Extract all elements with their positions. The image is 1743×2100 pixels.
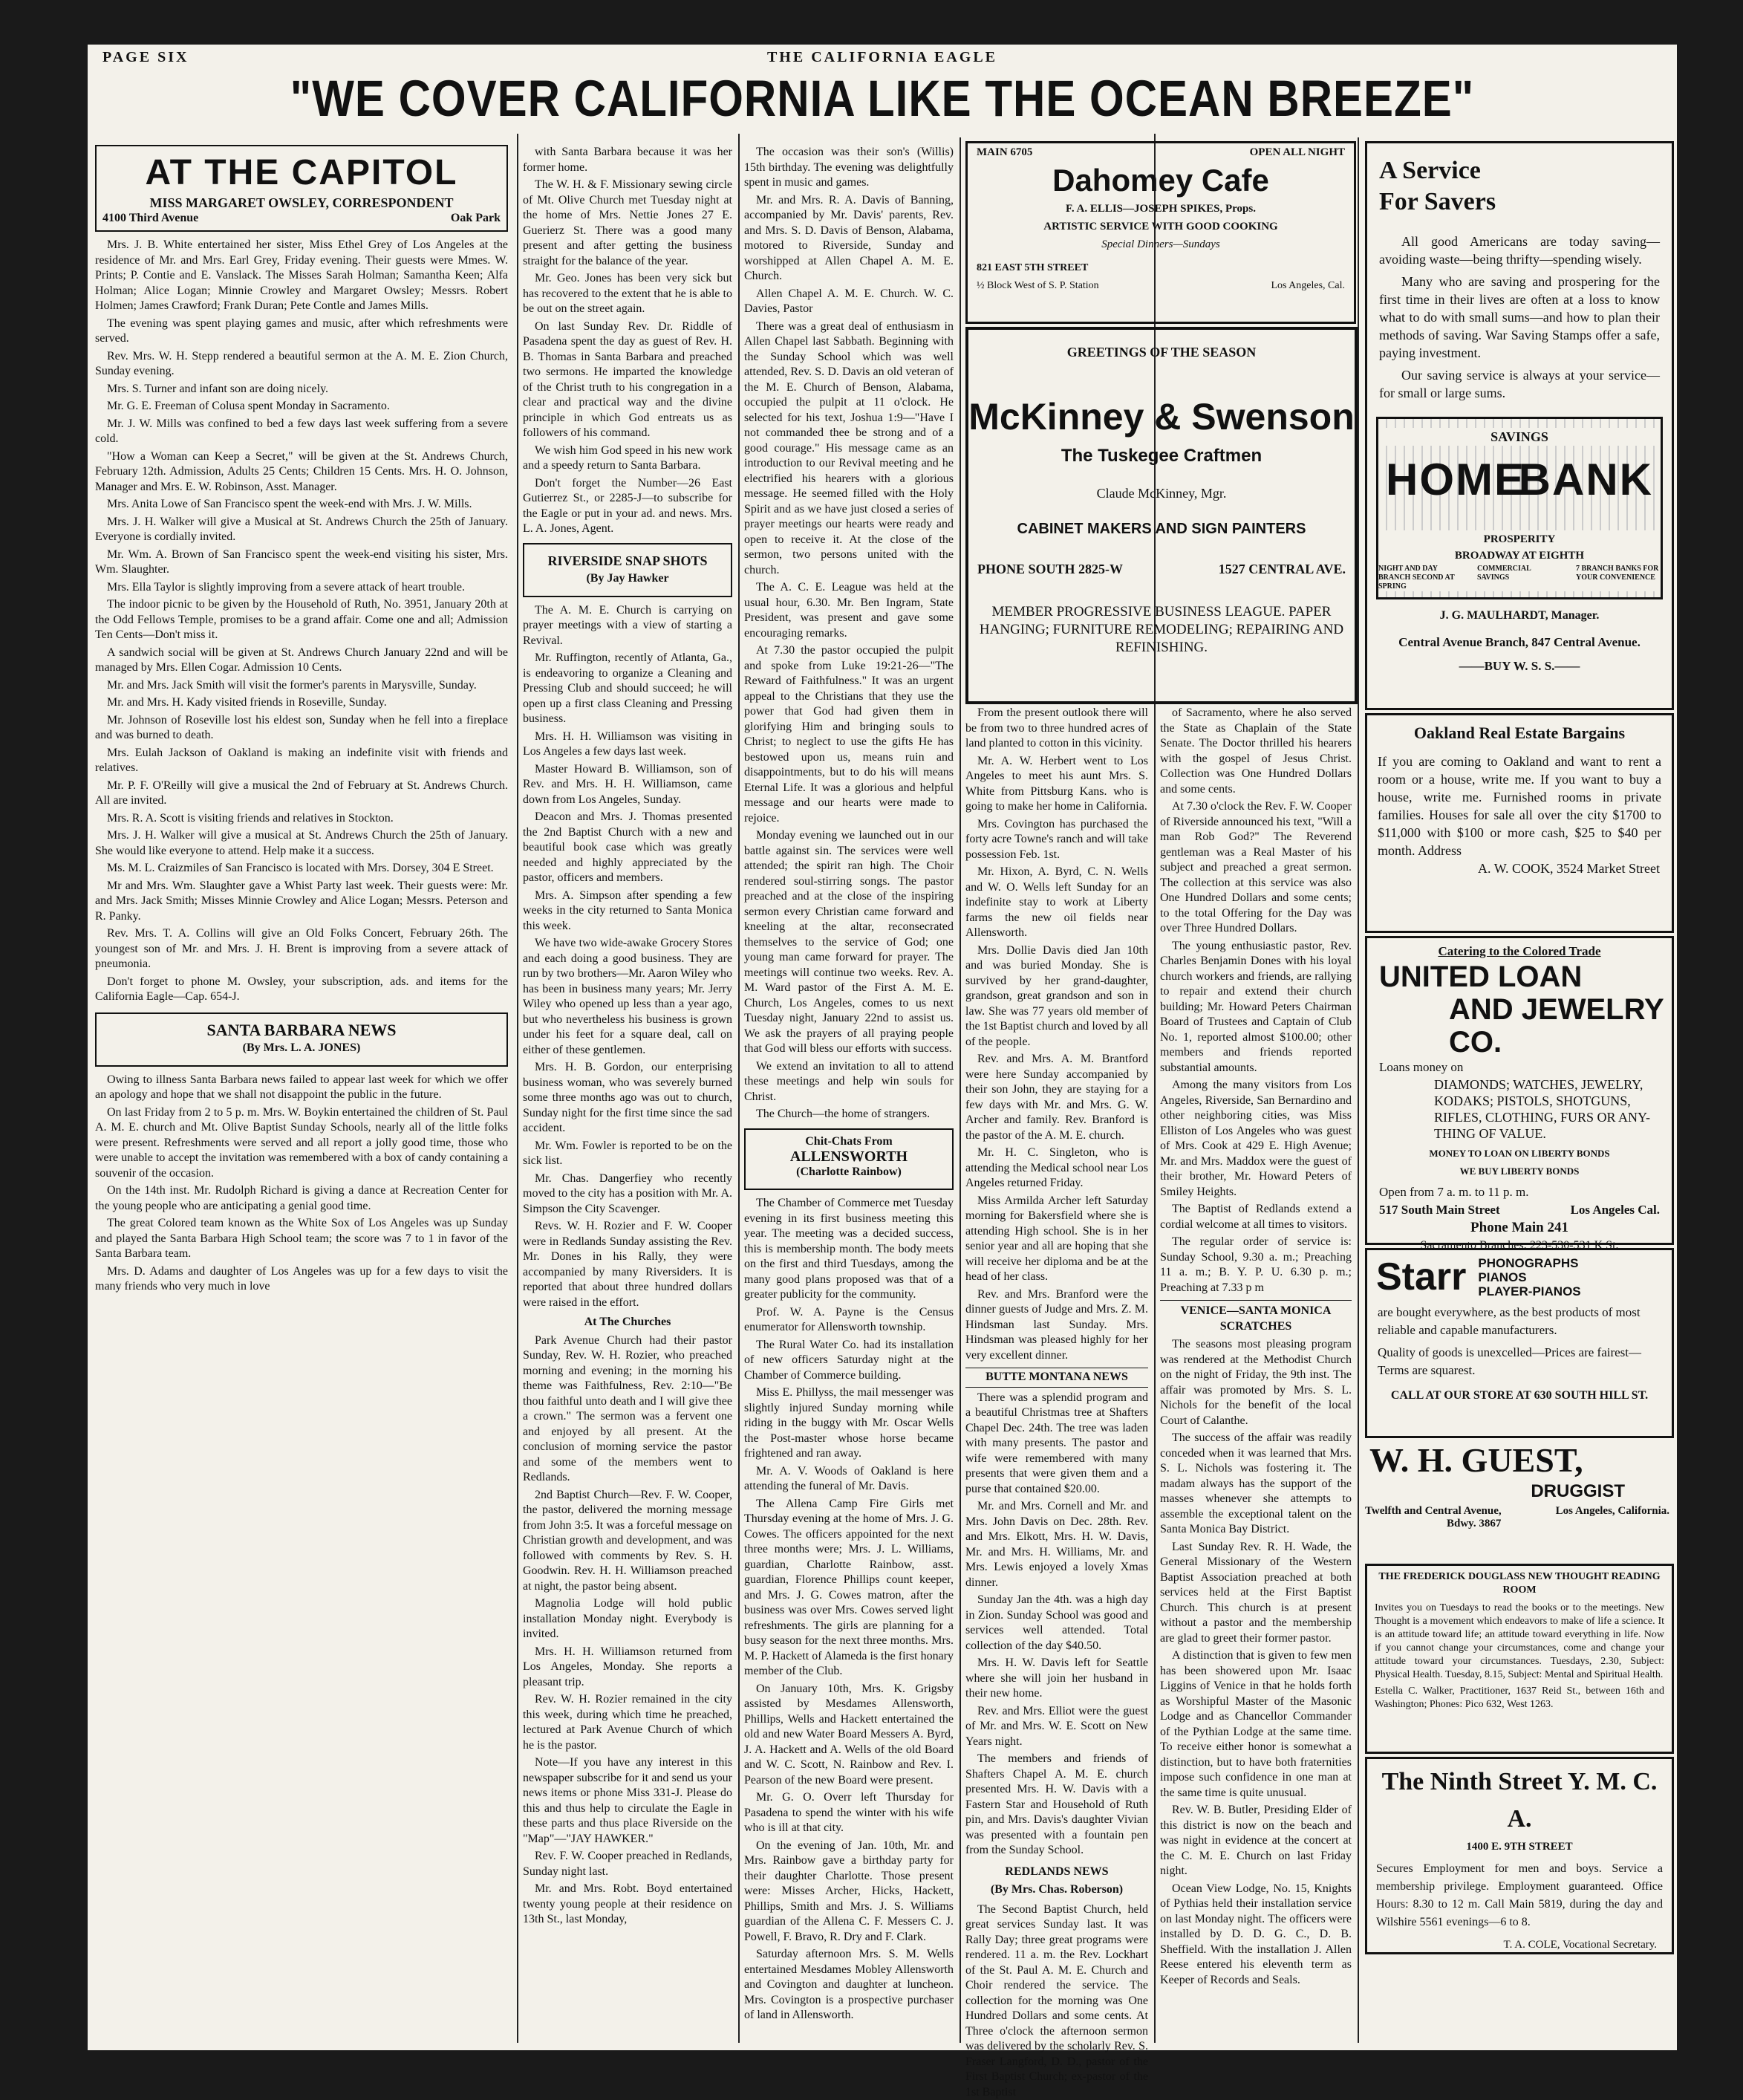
butte-articles (965, 1391, 1148, 1859)
churches-title: At The Churches (523, 1315, 732, 1330)
starr-body: are bought everywhere, as the best products of most reliable and capable manufacturers. (1367, 1304, 1672, 1339)
page-number: PAGE SIX (102, 49, 189, 66)
article-paragraph: The indoor picnic to be given by the Household of Ruth, No. 3951, January 20th at the Odd Fellows Temple, promises to be a grand affair. Come one and all; Admission Ten Cents—Don't miss it. (95, 597, 508, 643)
douglass-footer: Estella C. Walker, Practitioner, 1637 Reid St., between 16th and Washington; Phones: Pico 632, West 1263. (1367, 1682, 1672, 1714)
article-paragraph: On last Sunday Rev. Dr. Riddle of Pasadena spent the day as guest of Rev. H. B. Thomas in Santa Barbara and preached two sermons. He imparted the knowledge of the Christ truth to his congregation in a clear and practical way and the divine principle in which God entreats us as followers of his command. (523, 319, 732, 441)
article-paragraph: Don't forget to phone M. Owsley, your subscription, ads. and items for the California Eagle—Cap. 654-J. (95, 975, 508, 1005)
article-paragraph: The success of the affair was readily conceded when it was learned that Mrs. S. L. Nichols was fostering it. The madam always has the support of the masses whenever she attempts to assemble the exceptional talent on the Santa Monica Bay District. (1160, 1431, 1352, 1538)
guest-title: DRUGGIST (1365, 1481, 1669, 1502)
column-three (744, 145, 954, 2047)
bank-night-branch: NIGHT AND DAY BRANCH SECOND AT SPRING (1378, 565, 1463, 591)
dahomey-props: F. A. ELLIS—JOSEPH SPIKES, Props. (968, 200, 1354, 218)
dahomey-tagline: ARTISTIC SERVICE WITH GOOD COOKING (968, 218, 1354, 235)
article-paragraph: Rev. Mrs. W. H. Stepp rendered a beautiful sermon at the A. M. E. Zion Church, Sunday evening. (95, 349, 508, 380)
article-paragraph: Deacon and Mrs. J. Thomas presented the 2nd Baptist Church with a new and beautiful book case which was greatly needed and highly appreciated by the pastor, officers and members. (523, 810, 732, 886)
column-rule (517, 134, 518, 2043)
article-paragraph: Allen Chapel A. M. E. Church. W. C. Davies, Pastor (744, 287, 954, 317)
mckinney-greeting: GREETINGS OF THE SEASON (968, 343, 1355, 361)
capitol-articles (95, 238, 508, 1005)
column-capitol (95, 145, 508, 2047)
dahomey-hours: OPEN ALL NIGHT (1250, 143, 1345, 161)
bank-home-word: HOME (1386, 471, 1525, 489)
santa-barbara-title: SANTA BARBARA NEWS (102, 1023, 501, 1038)
united-city: Los Angeles Cal. (1571, 1201, 1660, 1219)
column-rule (1358, 137, 1359, 2043)
bank-bank-word: BANK (1519, 471, 1653, 489)
savers-paragraph-2: Many who are saving and prospering for the first time in their lives are often at a loss to know what to do with small sums—and how to plan their methods of saving. War Saving Stamps offer a safe, paying investment. (1379, 273, 1660, 362)
united-branches: Sacramento Branches: 223-530-531 K St. (1367, 1237, 1672, 1255)
savers-title-1: A Service (1379, 155, 1660, 186)
article-paragraph: The W. H. & F. Missionary sewing circle of Mt. Olive Church met Tuesday night at the home of Mrs. Nettie Jones 27 E. Guerierz St. There was a good many present and after getting the business straight for the balance of the year. (523, 178, 732, 269)
column-rule (738, 134, 740, 2043)
starr-name: Starr (1376, 1255, 1466, 1299)
guest-druggist-ad (1365, 1440, 1669, 1558)
united-items-2: KODAKS; PISTOLS, SHOTGUNS, (1434, 1093, 1672, 1109)
riverside-byline: (By Jay Hawker (530, 571, 725, 587)
article-paragraph: There was a great deal of enthusiasm in Allen Chapel last Sabbath. Beginning with the Sunday School which was well attended, Rev. S. D. Davis an old veteran of the M. E. Church of Benson, Alabama, occupied the pulpit at 11 o'clock. He selected for his text, Joshua 1:9—"Have I not commanded thee be strong and of a good courage." His message came as an introduction to our Revival meeting and he electrified his hearers with a glorious message. He seemed filled with the Holy Spirit and as we have just closed a series of prayer meetings our hearts were ready and open to receive it. At the close of the sermon, two persons united with the church. (744, 319, 954, 579)
article-paragraph: The seasons most pleasing program was rendered at the Methodist Church on the night of Friday, the 9th inst. The affair was promoted by Mrs. S. L. Nichols for the benefit of the local Court of Calanthe. (1160, 1337, 1352, 1428)
article-paragraph: Rev. and Mrs. Branford were the dinner guests of Judge and Mrs. Z. M. Hindsman last Sunday. Mrs. Hindsman was pleased highly for her very excellent dinner. (965, 1287, 1148, 1364)
united-name-2: AND JEWELRY CO. (1367, 993, 1672, 1059)
article-paragraph: There was a splendid program and a beautiful Christmas tree at Shafters Chapel Dec. 24th. The tree was laden with many presents. The pastor and wife were remembered with many presents that were given them and a purse that contained $20.00. (965, 1391, 1148, 1498)
article-paragraph: Rev. F. W. Cooper preached in Redlands, Sunday night last. (523, 1849, 732, 1879)
united-liberty-buy: WE BUY LIBERTY BONDS (1367, 1163, 1672, 1180)
column-four (965, 706, 1148, 2043)
article-paragraph: Mrs. Anita Lowe of San Francisco spent the week-end with Mrs. J. W. Mills. (95, 497, 508, 513)
article-paragraph: The Chamber of Commerce met Tuesday evening in its first business meeting this year. The meeting was a decided success, this is membership month. The body meets on the first and third Tuesdays, among the many good plans proposed was that of a greater publicity for the community. (744, 1196, 954, 1303)
article-paragraph: At 7.30 o'clock the Rev. F. W. Cooper of Riverside announced his text, "Will a man Rob God?" The Reverend gentleman was a Real Master of his subject and preached a great sermon. The collection at this service was also One Hundred Dollars and some cents; to the total Offering for the Day was over Three Hundred Dollars. (1160, 799, 1352, 937)
article-paragraph: On last Friday from 2 to 5 p. m. Mrs. W. Boykin entertained the children of St. Paul A. M. E. church and Mt. Olive Baptist Sunday Schools, nearly all of the little folks were present. Refreshments were served and all report a jolly good time, those who were unable to accept the invitation was remembered with a box of candy containing a souvenir of the occasion. (95, 1105, 508, 1182)
article-paragraph: At 7.30 the pastor occupied the pulpit and spoke from Luke 19:21-26—"The Reward of Faithfulness." It was an urgent appeal to the Christians that they use the power that God had given them in glorifying Him and bringing souls to Christ; to neglect to use the gifts He has bestowed upon us, means ruin and disappointments, but to do his will means Eternal Life. It was a glorious and helpful message and our hearts were made to rejoice. (744, 643, 954, 826)
article-paragraph: The Rural Water Co. had its installation of new officers Saturday night at the Chamber of Commerce building. (744, 1338, 954, 1384)
article-paragraph: Master Howard B. Williamson, son of Rev. and Mrs. H. H. Williamson, came down from Los Angeles, Sunday. (523, 762, 732, 808)
article-paragraph: Mr. P. F. O'Reilly will give a musical the 2nd of February at St. Andrews Church. All are invited. (95, 778, 508, 809)
guest-name: W. H. GUEST, (1365, 1440, 1669, 1481)
united-catering: Catering to the Colored Trade (1367, 943, 1672, 960)
article-paragraph: Mr. G. E. Freeman of Colusa spent Monday in Sacramento. (95, 399, 508, 415)
mckinney-swenson-ad (965, 327, 1358, 704)
riverside-articles (523, 603, 732, 1311)
article-paragraph: Mr. Ruffington, recently of Atlanta, Ga., is endeavoring to organize a Cleaning and Pressing Club and should succeed; he will open up a first class Cleaning and Pressing business. (523, 651, 732, 727)
article-paragraph: Don't forget the Number—26 East Gutierrez St., or 2285-J—to subscribe for the Eagle or put in your ad. and news. Mrs. L. A. Jones, Agent. (523, 476, 732, 537)
guest-phone: Bdwy. 3867 (1365, 1518, 1669, 1530)
article-paragraph: Mr. Chas. Dangerfiey who recently moved to the city has a position with Mr. A. Simpson the City Scavenger. (523, 1171, 732, 1218)
article-paragraph: Saturday afternoon Mrs. S. M. Wells entertained Mesdames Mobley Allensworth and Covington and daughter at luncheon. Mrs. Covington is a prospective purchaser of land in Allensworth. (744, 1947, 954, 2023)
allensworth-title-2: ALLENSWORTH (752, 1149, 946, 1165)
allensworth-title-1: Chit-Chats From (752, 1134, 946, 1150)
allensworth-heading (744, 1128, 954, 1191)
savers-title-2: For Savers (1379, 186, 1660, 218)
article-paragraph: The occasion was their son's (Willis) 15th birthday. The evening was delightfully spent in music and games. (744, 145, 954, 191)
article-paragraph: Mrs. Eulah Jackson of Oakland is making an indefinite visit with friends and relatives. (95, 746, 508, 776)
home-savings-bank-logo (1376, 417, 1663, 599)
bank-branch: Central Avenue Branch, 847 Central Avenue. (1367, 634, 1672, 651)
douglass-reading-room-ad (1365, 1564, 1674, 1754)
article-paragraph: "How a Woman can Keep a Secret," will be given at the St. Andrews Church, February 12th. Admission, Adults 25 Cents; Children 15 Cents. Mrs. H. O. Johnson, Manager and Mrs. E. W. Robinson, Asst. Manager. (95, 449, 508, 495)
dahomey-block: ½ Block West of S. P. Station (977, 277, 1099, 295)
article-paragraph: Park Avenue Church had their pastor Sunday, Rev. W. H. Rozier, who preached morning and evening; in the morning his theme was Faithfulness, Rev. 2:10—"Be thou faithful unto death and I will give thee a crown." The sermon was a fervent one and enjoyed by all present. At the conclusion of morning service the pastor and some of the members went to Redlands. (523, 1333, 732, 1486)
dahomey-name: Dahomey Cafe (968, 161, 1354, 200)
starr-store: CALL AT OUR STORE AT 630 SOUTH HILL ST. (1367, 1387, 1672, 1405)
dahomey-special: Special Dinners—Sundays (968, 235, 1354, 253)
savers-paragraph-1: All good Americans are today saving—avoiding waste—being thrifty—spending wisely. (1379, 233, 1660, 268)
oakland-real-estate-ad (1365, 713, 1674, 933)
article-paragraph: Mr. H. C. Singleton, who is attending the Medical school near Los Angeles returned Friday. (965, 1145, 1148, 1192)
ninth-street-ymca-ad (1365, 1757, 1674, 1954)
united-loan-jewelry-ad (1365, 936, 1674, 1245)
starr-phonographs: PHONOGRAPHS (1478, 1256, 1580, 1270)
home-savings-bank-ad (1365, 141, 1674, 710)
starr-pianos-ad (1365, 1248, 1674, 1438)
dahomey-street: 821 EAST 5TH STREET (977, 259, 1088, 277)
column-four-articles (965, 706, 1148, 1363)
dahomey-city: Los Angeles, Cal. (1271, 277, 1345, 295)
article-paragraph: Mr. J. W. Mills was confined to bed a few days last week suffering from a severe cold. (95, 417, 508, 447)
article-paragraph: Rev. W. H. Rozier remained in the city this week, during which time he preached, lectured at Park Avenue Church of which he is the pastor. (523, 1692, 732, 1753)
article-paragraph: Rev. W. B. Butler, Presiding Elder of this district is now on the beach and was night in evidence at the concert at the C. M. E. Church on last Friday night. (1160, 1803, 1352, 1879)
oakland-body: If you are coming to Oakland and want to rent a room or a house, write me. If you want to buy a house, write me. Furnished rooms in private families. Houses for sale all over the city $1700 to $11,000 with $100 or more cash, $25 to $40 per month. Address (1367, 752, 1672, 859)
article-paragraph: The evening was spent playing games and music, after which refreshments were served. (95, 316, 508, 347)
article-paragraph: of Sacramento, where he also served the State as Chaplain of the State Senate. The Doctor thrilled his hearers with the gospel of Jesus Christ. Collection was One Hundred Dollars and some cents. (1160, 706, 1352, 797)
united-loans: Loans money on (1367, 1059, 1672, 1076)
dahomey-cafe-ad (965, 141, 1356, 324)
article-paragraph: Sunday Jan the 4th. was a high day in Zion. Sunday School was good and services well attended. Total collection of the day $40.50. (965, 1593, 1148, 1654)
article-paragraph: A sandwich social will be given at St. Andrews Church January 22nd and will be managed by Mrs. Ellen Cogar. Admission 10 Cents. (95, 646, 508, 676)
article-paragraph: The members and friends of Shafters Chapel A. M. E. church presented Mrs. H. W. Davis with a Fastern Star and Household of Ruth pin, and Mrs. Davis's daughter Vivian was presented with a fountain pen from the Sunday School. (965, 1752, 1148, 1859)
article-paragraph: Mr. Hixon, A. Byrd, C. N. Wells and W. O. Wells left Sunday for an indefinite stay to work at Liberty farms the new oil fields near Allensworth. (965, 865, 1148, 941)
santa-barbara-heading (95, 1012, 508, 1067)
article-paragraph: 2nd Baptist Church—Rev. F. W. Cooper, the pastor, delivered the morning message from John 3:5. It was a forceful message on Christian growth and development, and was followed with comments by Rev. S. H. Goodwin. Rev. H. H. Williamson preached at night, the pastor being absent. (523, 1488, 732, 1595)
article-paragraph: Mrs. S. Turner and infant son are doing nicely. (95, 382, 508, 397)
article-paragraph: Miss Armilda Archer left Saturday morning for Bakersfield where she is attending High school. She is in her senior year and all are hoping that she will receive her diploma and be at the head of her class. (965, 1194, 1148, 1285)
article-paragraph: The A. C. E. League was held at the usual hour, 6.30. Mr. Ben Ingram, State President, was present and gave some encouraging remarks. (744, 580, 954, 641)
oakland-title: Oakland Real Estate Bargains (1367, 724, 1672, 742)
venice-articles (1160, 1337, 1352, 1988)
ymca-title: The Ninth Street Y. M. C. A. (1367, 1763, 1672, 1838)
article-paragraph: Mrs. D. Adams and daughter of Los Angeles was up for a few days to visit the many friends who very much in love (95, 1264, 508, 1295)
ymca-address: 1400 E. 9TH STREET (1367, 1838, 1672, 1856)
article-paragraph: Magnolia Lodge will hold public installation Monday night. Everybody is invited. (523, 1596, 732, 1642)
article-paragraph: Mrs. H. W. Davis left for Seattle where she will join her husband in their new home. (965, 1656, 1148, 1702)
article-paragraph: On January 10th, Mrs. K. Grigsby assisted by Mesdames Allensworth, Phillips, Wells and Hackett entertained the old and new Water Board Messers A. Byrd, J. A. Hackett and A. Wells of the old Board and W. C. Scott, N. Rainbow and Rev. I. Pearson of the new Board were present. (744, 1682, 954, 1789)
article-paragraph: Mr. and Mrs. H. Kady visited friends in Roseville, Sunday. (95, 695, 508, 711)
santa-barbara-byline: (By Mrs. L. A. JONES) (102, 1041, 501, 1056)
redlands-title: REDLANDS NEWS (965, 1865, 1148, 1880)
column-two-articles (523, 145, 732, 537)
article-paragraph: The young enthusiastic pastor, Rev. Charles Benjamin Dones with his loyal church workers and friends, are rallying to repair and extend their church building; Mr. Howard Peters Chairman Board of Trustees and Captain of Club No. 1, reported almost $100.00; other members and friends reported substantial amounts. (1160, 939, 1352, 1076)
article-paragraph: A distinction that is given to few men has been showered upon Mr. Isaac Liggins of Venice in that he holds forth as Worshipful Master of the Masonic Lodge and as Chancellor Commander of the Pythian Lodge at the same time. To receive either honor is somewhat a distinction, but to have both fraternities impose such confidence in one man at the same time is quite unusual. (1160, 1648, 1352, 1801)
running-header (88, 49, 1677, 71)
article-paragraph: Ms. M. L. Craizmiles of San Francisco is located with Mrs. Dorsey, 304 E Street. (95, 861, 508, 877)
article-paragraph: The Church—the home of strangers. (744, 1107, 954, 1122)
article-paragraph: The regular order of service is: Sunday School, 9.30 a. m.; Preaching 11 a. m.; B. Y. P. U. 6.30 p. m.; Preaching at 7.33 p m (1160, 1235, 1352, 1296)
article-paragraph: Among the many visitors from Los Angeles, Riverside, San Bernardino and other neighboring cities, was Miss Elliston of Los Angeles who was guest of Mrs. Cook at 429 E. High Avenue; Mr. and Mrs. Maddox were the guest of their brother, Mr. Howard Peters of Smiley Heights. (1160, 1078, 1352, 1200)
butte-title: BUTTE MONTANA NEWS (965, 1368, 1148, 1388)
newspaper-page (88, 45, 1677, 2050)
douglass-title: THE FREDERICK DOUGLASS NEW THOUGHT READING ROOM (1372, 1570, 1667, 1597)
riverside-heading (523, 543, 732, 597)
capitol-place: Oak Park (451, 211, 501, 227)
article-paragraph: Mrs. Ella Taylor is slightly improving from a severe attack of heart trouble. (95, 580, 508, 596)
article-paragraph: Mr. Geo. Jones has been very sick but has recovered to the extent that he is able to be out on the street again. (523, 271, 732, 317)
united-items-3: RIFLES, CLOTHING, FURS OR ANY- (1434, 1109, 1672, 1125)
article-paragraph: Mr. Wm. A. Brown of San Francisco spent the week-end visiting his sister, Mrs. Wm. Slaughter. (95, 547, 508, 578)
article-paragraph: We have two wide-awake Grocery Stores and each doing a good business. They are run by two brothers—Mr. Aaron Wiley who has been in business many years; Mr. Jerry Wiley who opened up less than a year ago, but who nevertheless his business is grown under his feet for a square deal, call on either of these gentlemen. (523, 936, 732, 1058)
article-paragraph: The Second Baptist Church, held great services Sunday last. It was Rally Day; three great programs were rendered. 11 a. m. the Rev. Lockhart of the St. Paul A. M. E. Church and Choir rendered the service. The collection for the morning was One Hundred Dollars and some cents. At Three o'clock the afternoon sermon was delivered by the scholarly Rev. S. Fraser Langford, D. D., pastor of the First Baptist Church; ex-pastor of the 1st Baptist (965, 1902, 1148, 2100)
article-paragraph: Mrs. J. H. Walker will give a Musical at St. Andrews Church the 25th of January. Everyone is cordially invited. (95, 515, 508, 545)
united-hours: Open from 7 a. m. to 11 p. m. (1367, 1183, 1672, 1201)
article-paragraph: Mr. and Mrs. Cornell and Mr. and Mrs. John Davis on Dec. 28th. Rev. and Mrs. Elkott, Mrs. H. W. Davis, Mr. and Mrs. H. Williams, Mr. and Mrs. Lewis enjoyed a lovely Xmas dinner. (965, 1499, 1148, 1590)
article-paragraph: Last Sunday Rev. R. H. Wade, the General Missionary of the Western Baptist Association preached at both services held at the First Baptist Church. This church is at present without a pastor and the membership are glad to greet their former pastor. (1160, 1540, 1352, 1647)
article-paragraph: Mr. A. W. Herbert went to Los Angeles to meet his aunt Mrs. S. White from Pittsburg Kans. who is going to make her home in California. (965, 754, 1148, 815)
oakland-contact: A. W. COOK, 3524 Market Street (1367, 859, 1672, 877)
united-items-1: DIAMONDS; WATCHES, JEWELRY, (1434, 1076, 1672, 1093)
article-paragraph: Mr. and Mrs. Jack Smith will visit the former's parents in Marysville, Sunday. (95, 678, 508, 694)
column-rule (960, 137, 961, 2043)
united-phone: Phone Main 241 (1367, 1219, 1672, 1237)
bank-motto: PROSPERITY (1378, 530, 1661, 548)
ymca-secretary: T. A. COLE, Vocational Secretary. (1367, 1936, 1672, 1954)
article-paragraph: Mr. and Mrs. R. A. Davis of Banning, accompanied by Mr. Davis' parents, Rev. and Mrs. S. D. Davis of Benson, Alabama, motored to Riverside, Sunday and worshipped at Allen Chapel A. M. E. Church. (744, 193, 954, 285)
dahomey-phone: MAIN 6705 (977, 143, 1032, 161)
article-paragraph: Revs. W. H. Rozier and F. W. Cooper were in Redlands Sunday assisting the Rev. Mr. Dones in his Rally, they were accompanied by many Riversiders. It is reported that about three hundred dollars were raised in the effort. (523, 1219, 732, 1310)
mckinney-member: MEMBER PROGRESSIVE BUSINESS LEAGUE. PAPER HANGING; FURNITURE REMODELING; REPAIRING AND REFINISHING. (977, 603, 1346, 657)
article-paragraph: Mr. Johnson of Roseville lost his eldest son, Sunday when he fell into a fireplace and was burned to death. (95, 713, 508, 744)
article-paragraph: From the present outlook there will be from two to three hundred acres of land planted to cotton in this vicinity. (965, 706, 1148, 752)
santa-barbara-articles (95, 1073, 508, 1295)
united-street: 517 South Main Street (1379, 1201, 1500, 1219)
riverside-title: RIVERSIDE SNAP SHOTS (530, 553, 725, 569)
article-paragraph: Rev. and Mrs. Elliot were the guest of Mr. and Mrs. W. E. Scott on New Years night. (965, 1704, 1148, 1750)
bank-manager: J. G. MAULHARDT, Manager. (1367, 607, 1672, 625)
capitol-address: 4100 Third Avenue (102, 211, 198, 227)
column-three-articles (744, 145, 954, 1122)
mckinney-address: 1527 CENTRAL AVE. (1219, 560, 1346, 578)
article-paragraph: On the evening of Jan. 10th, Mr. and Mrs. Rainbow gave a birthday party for their daughter Charlotte. Those present were: Misses Archer, Hicks, Hackett, Phillips, Smith and Mrs. J. S. Williams guardian of the Allena C. F. Messers C. J. Powell, F. Bravo, R. Dry and F. Clark. (744, 1839, 954, 1945)
bank-buy-wss: ——BUY W. S. S.—— (1367, 657, 1672, 675)
column-five-articles (1160, 706, 1352, 1296)
venice-title: VENICE—SANTA MONICA SCRATCHES (1160, 1300, 1352, 1334)
article-paragraph: Mrs. R. A. Scott is visiting friends and relatives in Stockton. (95, 811, 508, 827)
bank-street: BROADWAY AT EIGHTH (1378, 547, 1661, 565)
starr-pianos: PIANOS (1478, 1270, 1580, 1284)
article-paragraph: The great Colored team known as the White Sox of Los Angeles was up Sunday and played the Santa Barbara High School team; the score was 7 to 1 in favor of the Santa Barbara team. (95, 1216, 508, 1262)
article-paragraph: Monday evening we launched out in our battle against sin. The services were well attended; the spirit ran high. The Choir rendered soul-stirring songs. The pastor preached and at the close of the inspiring sermon every Christian came forward and kneeling at the altar, reconsecrated themselves to the service of God; one young man came forward for prayer. The meetings will continue two weeks. Rev. A. M. Ward pastor of the First A. M. E. Church, Los Angeles, comes to us next Tuesday night, January 22nd to assist us. We ask the prayers of all praying people that God will bless our efforts with success. (744, 828, 954, 1057)
starr-player-pianos: PLAYER-PIANOS (1478, 1284, 1580, 1298)
article-paragraph: The Allena Camp Fire Girls met Thursday evening at the home of Mrs. J. G. Cowes. The officers appointed for the next three months were; Mrs. J. L. Williams, guardian, Charlotte Rainbow, asst. guardian, Florence Phillips count keeper, and Mrs. J. G. Cowes matron, after the business was over Mrs. Cowes served light refreshments. The girls are planning for a busy season for the next three months. Mrs. M. P. Hackett of Alameda is the first honary member of the Club. (744, 1497, 954, 1680)
article-paragraph: Mrs. J. H. Walker will give a musical at St. Andrews Church the 25th of January. She would like everyone to attend. Help make it a success. (95, 828, 508, 859)
mckinney-phone: PHONE SOUTH 2825-W (977, 560, 1123, 578)
article-paragraph: We wish him God speed in his new work and a speedy return to Santa Barbara. (523, 443, 732, 474)
column-two (523, 145, 732, 2047)
article-paragraph: The Baptist of Redlands extend a cordial welcome at all times to visitors. (1160, 1202, 1352, 1232)
article-paragraph: Mrs. H. H. Williamson returned from Los Angeles, Monday. She reports a pleasant trip. (523, 1645, 732, 1691)
bank-branches: 7 BRANCH BANKS FOR YOUR CONVENIENCE (1576, 565, 1661, 591)
guest-city: Los Angeles, California. (1556, 1505, 1669, 1518)
redlands-byline: (By Mrs. Chas. Roberson) (965, 1882, 1148, 1898)
churches-articles (523, 1333, 732, 1928)
douglass-body: Invites you on Tuesdays to read the books or to the meetings. New Thought is a movement which endeavors to make of life a science. It is an attitude toward life; an attitude toward everything in life. Now if you cannot change your circumstances, come and change your attitude toward your circumstances. Tuesdays, 2.30, Subject: Physical Health. Tuesday, 8.15, Subject: Mental and Spiritual Health. (1367, 1602, 1672, 1682)
savers-paragraph-3: Our saving service is always at your service—for small or large sums. (1379, 366, 1660, 402)
allensworth-byline: (Charlotte Rainbow) (752, 1165, 946, 1180)
article-paragraph: Mrs. H. B. Gordon, our enterprising business woman, who was severely burned some three months ago was out to church, Sunday night for the first time since the sad accident. (523, 1060, 732, 1137)
mckinney-manager: Claude McKinney, Mgr. (968, 484, 1355, 502)
mckinney-name: McKinney & Swenson (968, 391, 1355, 443)
article-paragraph: Rev. and Mrs. A. M. Brantford were here Sunday accompanied by their son John, they are staying for a few days with Mr. and Mrs. G. W. Archer and family. Rev. Branford is the pastor of the A. M. E. church. (965, 1052, 1148, 1143)
article-paragraph: Mr. G. O. Overr left Thursday for Pasadena to spend the winter with his wife who is ill at that city. (744, 1790, 954, 1836)
article-paragraph: Rev. Mrs. T. A. Collins will give an Old Folks Concert, February 26th. The youngest son of Mr. and Mrs. J. H. Brent is improving from a severe attack of pneumonia. (95, 926, 508, 972)
article-paragraph: The A. M. E. Church is carrying on prayer meetings with a view of starting a Revival. (523, 603, 732, 649)
capitol-title: AT THE CAPITOL (102, 151, 501, 195)
allensworth-articles (744, 1196, 954, 2023)
ymca-body: Secures Employment for men and boys. Service a membership privilege. Employment guaranteed. Office Hours: 8.30 to 12 m. Call Main 5819, during the day and Wilshire 5561 evenings—6 to 8. (1367, 1856, 1672, 1936)
capitol-heading (95, 145, 508, 232)
united-items-4: THING OF VALUE. (1434, 1125, 1672, 1142)
article-paragraph: Mr. Wm. Fowler is reported to be on the sick list. (523, 1139, 732, 1169)
article-paragraph: We extend an invitation to all to attend these meetings and help win souls for Christ. (744, 1059, 954, 1105)
article-paragraph: with Santa Barbara because it was her former home. (523, 145, 732, 175)
article-paragraph: Mrs. Covington has purchased the forty acre Towne's ranch and will take possession Feb. 1st. (965, 817, 1148, 863)
united-name-1: UNITED LOAN (1367, 960, 1672, 993)
article-paragraph: On the 14th inst. Mr. Rudolph Richard is giving a dance at Recreation Center for the young people who are anticipating a genial good time. (95, 1183, 508, 1214)
article-paragraph: Mr. and Mrs. Robt. Boyd entertained twenty young people at their residence on 13th St., last Monday, (523, 1882, 732, 1928)
article-paragraph: Mrs. Dollie Davis died Jan 10th and was buried Monday. She is survived by her grand-daughter, grandson, great grandson and son in law. She was 77 years old member of the 1st Baptist church and loved by all of the people. (965, 943, 1148, 1050)
paper-name: THE CALIFORNIA EAGLE (88, 49, 1677, 66)
bank-commercial: COMMERCIAL SAVINGS (1477, 565, 1562, 591)
article-paragraph: Prof. W. A. Payne is the Census enumerator for Allensworth township. (744, 1305, 954, 1336)
article-paragraph: Mrs. A. Simpson after spending a few weeks in the city returned to Santa Monica this week. (523, 888, 732, 934)
article-paragraph: Owing to illness Santa Barbara news failed to appear last week for which we offer an apology and hope that we shall not disappoint the public in the future. (95, 1073, 508, 1103)
article-paragraph: Mr and Mrs. Wm. Slaughter gave a Whist Party last week. Their guests were: Mr. and Mrs. Jack Smith; Misses Minnie Crowley and Alice Logan; Messrs. Peterson and R. Panky. (95, 879, 508, 925)
starr-quality: Quality of goods is unexcelled—Prices are fairest—Terms are squarest. (1367, 1344, 1672, 1379)
article-paragraph: Note—If you have any interest in this newspaper subscribe for it and send us your news items or phone Miss 331-J. Please do this and thus help to circulate the Eagle in these parts and thus place Riverside on the "Map"—"JAY HAWKER." (523, 1755, 732, 1847)
column-five (1160, 706, 1352, 2043)
redlands-articles (965, 1902, 1148, 2100)
page-banner: "WE COVER CALIFORNIA LIKE THE OCEAN BREEZE" (88, 69, 1677, 128)
article-paragraph: Mrs. H. H. Williamson was visiting in Los Angeles a few days last week. (523, 729, 732, 760)
capitol-correspondent: MISS MARGARET OWSLEY, CORRESPONDENT (102, 195, 501, 211)
article-paragraph: Mrs. J. B. White entertained her sister, Miss Ethel Grey of Los Angeles at the residence of Mr. and Mrs. Earl Grey, Friday evening. Their guests were Mmes. W. Prints; P. Contie and E. Vanslack. The Misses Sarah Holman; Samantha Keen; Alfa Holman; Alice Logan; Minnie Crowley and Margaret Owsley; Messrs. Robert Holmen; James Crawford; Frank Duran; Pete Contle and James Mills. (95, 238, 508, 314)
mckinney-trade: CABINET MAKERS AND SIGN PAINTERS (968, 520, 1355, 538)
united-liberty-loan: MONEY TO LOAN ON LIBERTY BONDS (1367, 1145, 1672, 1163)
bank-savings-word: SAVINGS (1378, 428, 1661, 446)
article-paragraph: Miss E. Phillyss, the mail messenger was slightly injured Sunday morning while riding in the buggy with Mr. Oscar Wells the Post-master whose horse became frightened and ran away. (744, 1385, 954, 1462)
mckinney-subtitle: The Tuskegee Craftmen (968, 447, 1355, 465)
article-paragraph: Mr. A. V. Woods of Oakland is here attending the funeral of Mr. Davis. (744, 1464, 954, 1495)
article-paragraph: Ocean View Lodge, No. 15, Knights of Pythias held their installation service on last Monday night. The officers were installed by D. D. G. C., D. B. Sheffield. With the installation J. Allen Reese entered his eleventh term as Keeper of Records and Seals. (1160, 1882, 1352, 1989)
guest-address: Twelfth and Central Avenue, (1365, 1505, 1502, 1518)
